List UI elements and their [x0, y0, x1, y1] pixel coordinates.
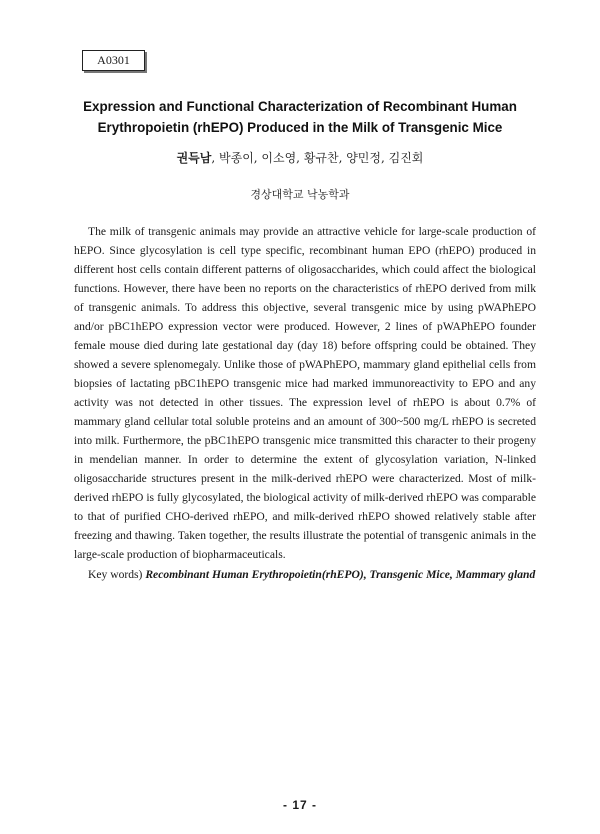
presenting-author: 권득남: [176, 151, 212, 165]
keywords-label: Key words): [88, 568, 146, 581]
title-line-2: Erythropoietin (rhEPO) Produced in the Milk of Transgenic Mice: [97, 120, 503, 135]
keywords: [88, 566, 550, 584]
affiliation: 경상대학교 낙농학과: [250, 188, 350, 201]
keywords-values: Recombinant Human Erythropoietin(rhEPO), Transgenic Mice, Mammary gland: [145, 568, 536, 581]
paper-title: [60, 96, 540, 138]
page-number: - 17 -: [282, 798, 317, 812]
co-authors: , 박종이, 이소영, 황규찬, 양민정, 김진회: [211, 151, 424, 165]
abstract-body: The milk of transgenic animals may provide an attractive vehicle for large-scale production of hEPO. Since glycosylation is cell type specific, recombinant human EPO (rhEPO) produced in different host cells contain different patterns of oligosaccharides, which could affect the biological functions. However, there have been no reports on the characteristics of rhEPO derived from milk of transgenic animals. To address this objective, several transgenic mice by using pWAPhEPO and/or pBC1hEPO expression vector were produced. However, 2 lines of pWAPhEPO founder female mouse died during late gestational day (day 18) before offspring could be obtained. They showed a severe splenomegaly. Unlike those of pWAPhEPO, mammary gland epithelial cells from biopsies of lactating pBC1hEPO transgenic mice had marked immunoreactivity to EPO and any activity was not detected in other tissues. The expression level of rhEPO is about 0.7% of mammary gland cellular total soluble proteins and an amount of 300~500 mg/L rhEPO is secreted into milk. Furthermore, the pBC1hEPO transgenic mice transmitted this character to their progeny in mendelian manner. In order to determine the extent of glycosylation variation, N-linked oligosaccharide structures present in the milk-derived rhEPO were characterized. Most of milk-derived rhEPO is fully glycosylated, the biological activity of milk-derived rhEPO was comparable to that of purified CHO-derived rhEPO, and milk-derived rhEPO showed relatively stable after freezing and thawing. Taken together, the results illustrate the potential of transgenic animals in the large-scale production of biopharmaceuticals.: [74, 225, 536, 561]
title-line-1: Expression and Functional Characterization of Recombinant Human: [83, 99, 517, 114]
abstract-code-box: A0301: [82, 50, 145, 71]
author-list: [0, 149, 600, 167]
